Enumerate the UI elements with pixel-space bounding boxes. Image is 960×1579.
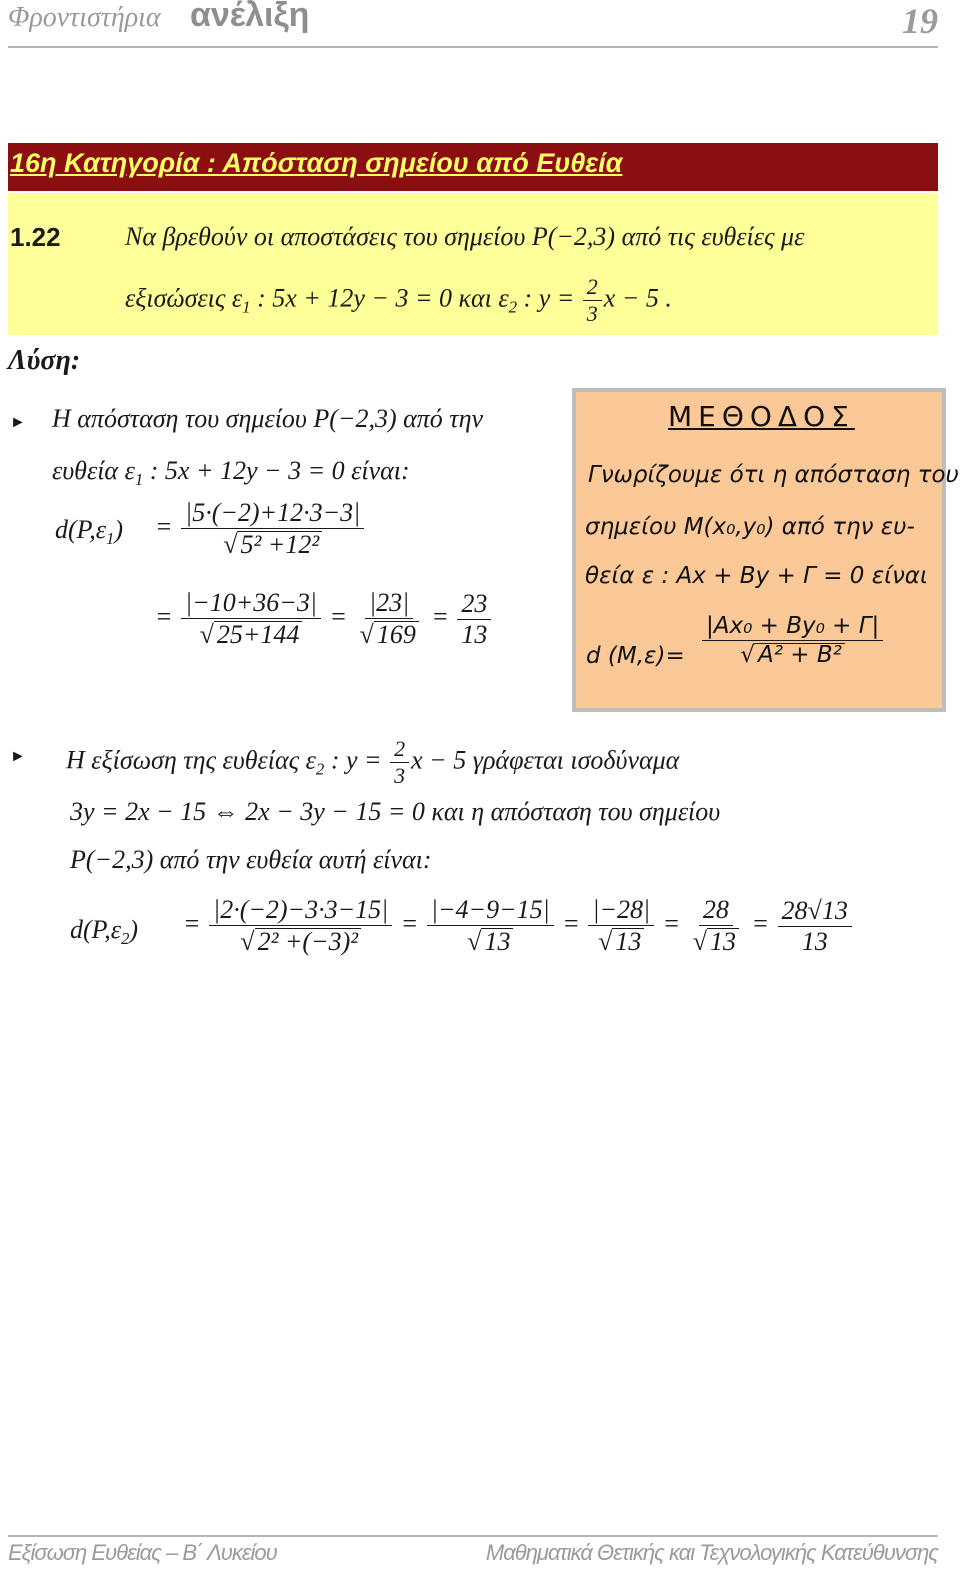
- solution-label: Λύση:: [8, 345, 81, 376]
- part2-frac3-num: |−28|: [588, 897, 654, 926]
- category-title: 16η Κατηγορία : Απόσταση σημείου από Ευθεία: [10, 148, 623, 178]
- part1-frac1-num: |5·(−2)+12·3−3|: [181, 500, 364, 529]
- exercise-line-2-c: : y =: [517, 283, 575, 313]
- part1-frac4-den: 13: [461, 619, 488, 649]
- footer-divider: [8, 1535, 938, 1537]
- part2-frac2-den: 13: [481, 928, 513, 955]
- page-number: 19: [902, 1, 938, 41]
- method-line-2: σημείου M(x₀,y₀) από την ευ-: [585, 514, 915, 540]
- part2-frac1-num: |2·(−2)−3·3−15|: [209, 897, 392, 926]
- part2-line-1-c: x − 5 γράφεται ισοδύναμα: [411, 745, 680, 775]
- method-formula-num: |Ax₀ + By₀ + Γ|: [702, 615, 883, 641]
- part1-frac-chain: = $\frac{|-10+36-3|}{√ 25+144}$ = $\frac{|23|}{√ 169}$ = $\frac{23}{13}$: [155, 590, 493, 648]
- part2-lhs: $d(P,\varepsilon_2)$: [70, 915, 139, 948]
- part2-line-2: 3y = 2x − 15 ⇔ 2x − 3y − 15 = 0 και η απόσταση του σημείου: [70, 797, 721, 826]
- part1-lhs: $d(P,\varepsilon_1)$: [55, 515, 124, 548]
- part1-frac1: = $\frac{|5\cdot(-2)+12\cdot 3-3|}{\text{√ 5² +12²}}$: [155, 500, 366, 558]
- part2-frac2: $\frac{|-4-9-15|}{√ 13}$: [427, 897, 554, 955]
- bullet-icon: ►: [10, 748, 26, 765]
- part1-lhs-text: d(P,ε: [55, 515, 106, 544]
- part1-frac1-body: $\frac{|5\cdot(-2)+12\cdot 3-3|}{\text{√ 5² +12²}}$: [181, 500, 364, 558]
- part2-frac2-num: |−4−9−15|: [427, 897, 554, 926]
- part2-line-1-b: : y =: [324, 745, 382, 775]
- part2-lhs-text: d(P,ε: [70, 915, 121, 944]
- part2-frac-chain: = $\frac{|2\cdot(-2)-3\cdot 3-15|}{\text{√ 2² +(−3)²}}$ = $\frac{|-4-9-15|}{√ 13}$ = $\frac{|-28|}{√ 13}$ = $\frac{28}{√ 13}$ = $\frac{28√13}{13}$: [183, 897, 854, 955]
- part2-frac4: $\frac{28}{√ 13}$: [689, 897, 743, 955]
- method-formula-den: A² + B²: [755, 643, 845, 667]
- part2-frac5: [778, 895, 852, 956]
- part2-frac5-den: 13: [801, 926, 828, 956]
- footer-left-text: Εξίσωση Ευθείας – Β΄ Λυκείου: [8, 1540, 277, 1565]
- part2-line-1: Η εξίσωση της ευθείας $\varepsilon_2$ : y = $\frac{2}{3}$ x − 5 γράφεται ισοδύναμα: [66, 736, 680, 788]
- part2-frac3-den: 13: [612, 928, 644, 955]
- part2-frac4-num: 28: [699, 897, 733, 926]
- method-formula-frac-body: $\frac{\text{|Ax₀ + By₀ + Γ|}}{\text{√ A² + B²}}$: [702, 615, 883, 667]
- part2-frac1: $\frac{|2\cdot(-2)-3\cdot 3-15|}{\text{√ 2² +(−3)²}}$: [209, 897, 392, 955]
- part1-frac3: $\frac{|23|}{√ 169}$: [356, 590, 423, 648]
- part1-frac1-den: 5² +12²: [237, 531, 322, 558]
- part1-frac2-num: |−10+36−3|: [181, 590, 321, 619]
- part1-frac3-num: |23|: [365, 590, 413, 619]
- part1-frac2: $\frac{|-10+36-3|}{√ 25+144}$: [181, 590, 321, 648]
- method-formula-fraction: [700, 615, 885, 667]
- method-title: ΜΕΘΟΔΟΣ: [668, 400, 855, 433]
- fraction-2-3: $\frac{2}{3}$: [390, 738, 409, 787]
- part1-frac2-den: 25+144: [214, 621, 303, 648]
- part1-line-2: ευθεία $\varepsilon_1$ : 5x + 12y − 3 = 0 είναι:: [52, 456, 410, 489]
- exercise-line-2-d: x − 5 .: [603, 283, 672, 313]
- exercise-line-2: εξισώσεις $\varepsilon_1$ : 5x + 12y − 3 = 0 και $\varepsilon_2$ : y = $\frac{2}{3}$ x − 5 .: [125, 274, 672, 326]
- part2-frac4-den: 13: [707, 928, 739, 955]
- method-line-1: Γνωρίζουμε ότι η απόσταση του: [588, 462, 959, 488]
- part1-frac4-num: 23: [457, 591, 491, 620]
- part2-line-3: P(−2,3) από την ευθεία αυτή είναι:: [70, 845, 432, 874]
- exercise-line-2-a: εξισώσεις ε: [125, 283, 243, 313]
- footer-right-text: Μαθηματικά Θετικής και Τεχνολογικής Κατεύθυνσης: [485, 1540, 938, 1565]
- bullet-icon: ►: [10, 414, 26, 431]
- part2-frac5-num: 28√13: [778, 898, 852, 927]
- part1-line-1: Η απόσταση του σημείου P(−2,3) από την: [52, 404, 484, 433]
- part2-frac1-den: 2² +(−3)²: [255, 928, 362, 955]
- exercise-line-1: Να βρεθούν οι αποστάσεις του σημείου P(−2,3) από τις ευθείες με: [125, 222, 805, 251]
- fraction-2-3: $\frac{2}{3}$: [583, 276, 602, 325]
- method-formula-lhs: d (M,ε)=: [586, 643, 685, 669]
- exercise-number: 1.22: [10, 222, 61, 252]
- header-brand-logo: ανέλιξη: [190, 0, 310, 34]
- header-divider: [8, 46, 938, 48]
- part1-line-2-a: ευθεία ε: [52, 456, 135, 485]
- part2-line-1-a: Η εξίσωση της ευθείας ε: [66, 745, 316, 775]
- part1-line-2-b: : 5x + 12y − 3 = 0 είναι:: [143, 456, 410, 485]
- part1-frac3-den: 169: [374, 621, 419, 648]
- method-line-3: θεία ε : Ax + By + Γ = 0 είναι: [585, 563, 928, 589]
- header-left-text: Φροντιστήρια: [8, 2, 161, 33]
- part1-frac4: [457, 588, 491, 649]
- part2-frac3: $\frac{|-28|}{√ 13}$: [588, 897, 654, 955]
- exercise-line-2-b: : 5x + 12y − 3 = 0 και ε: [250, 283, 509, 313]
